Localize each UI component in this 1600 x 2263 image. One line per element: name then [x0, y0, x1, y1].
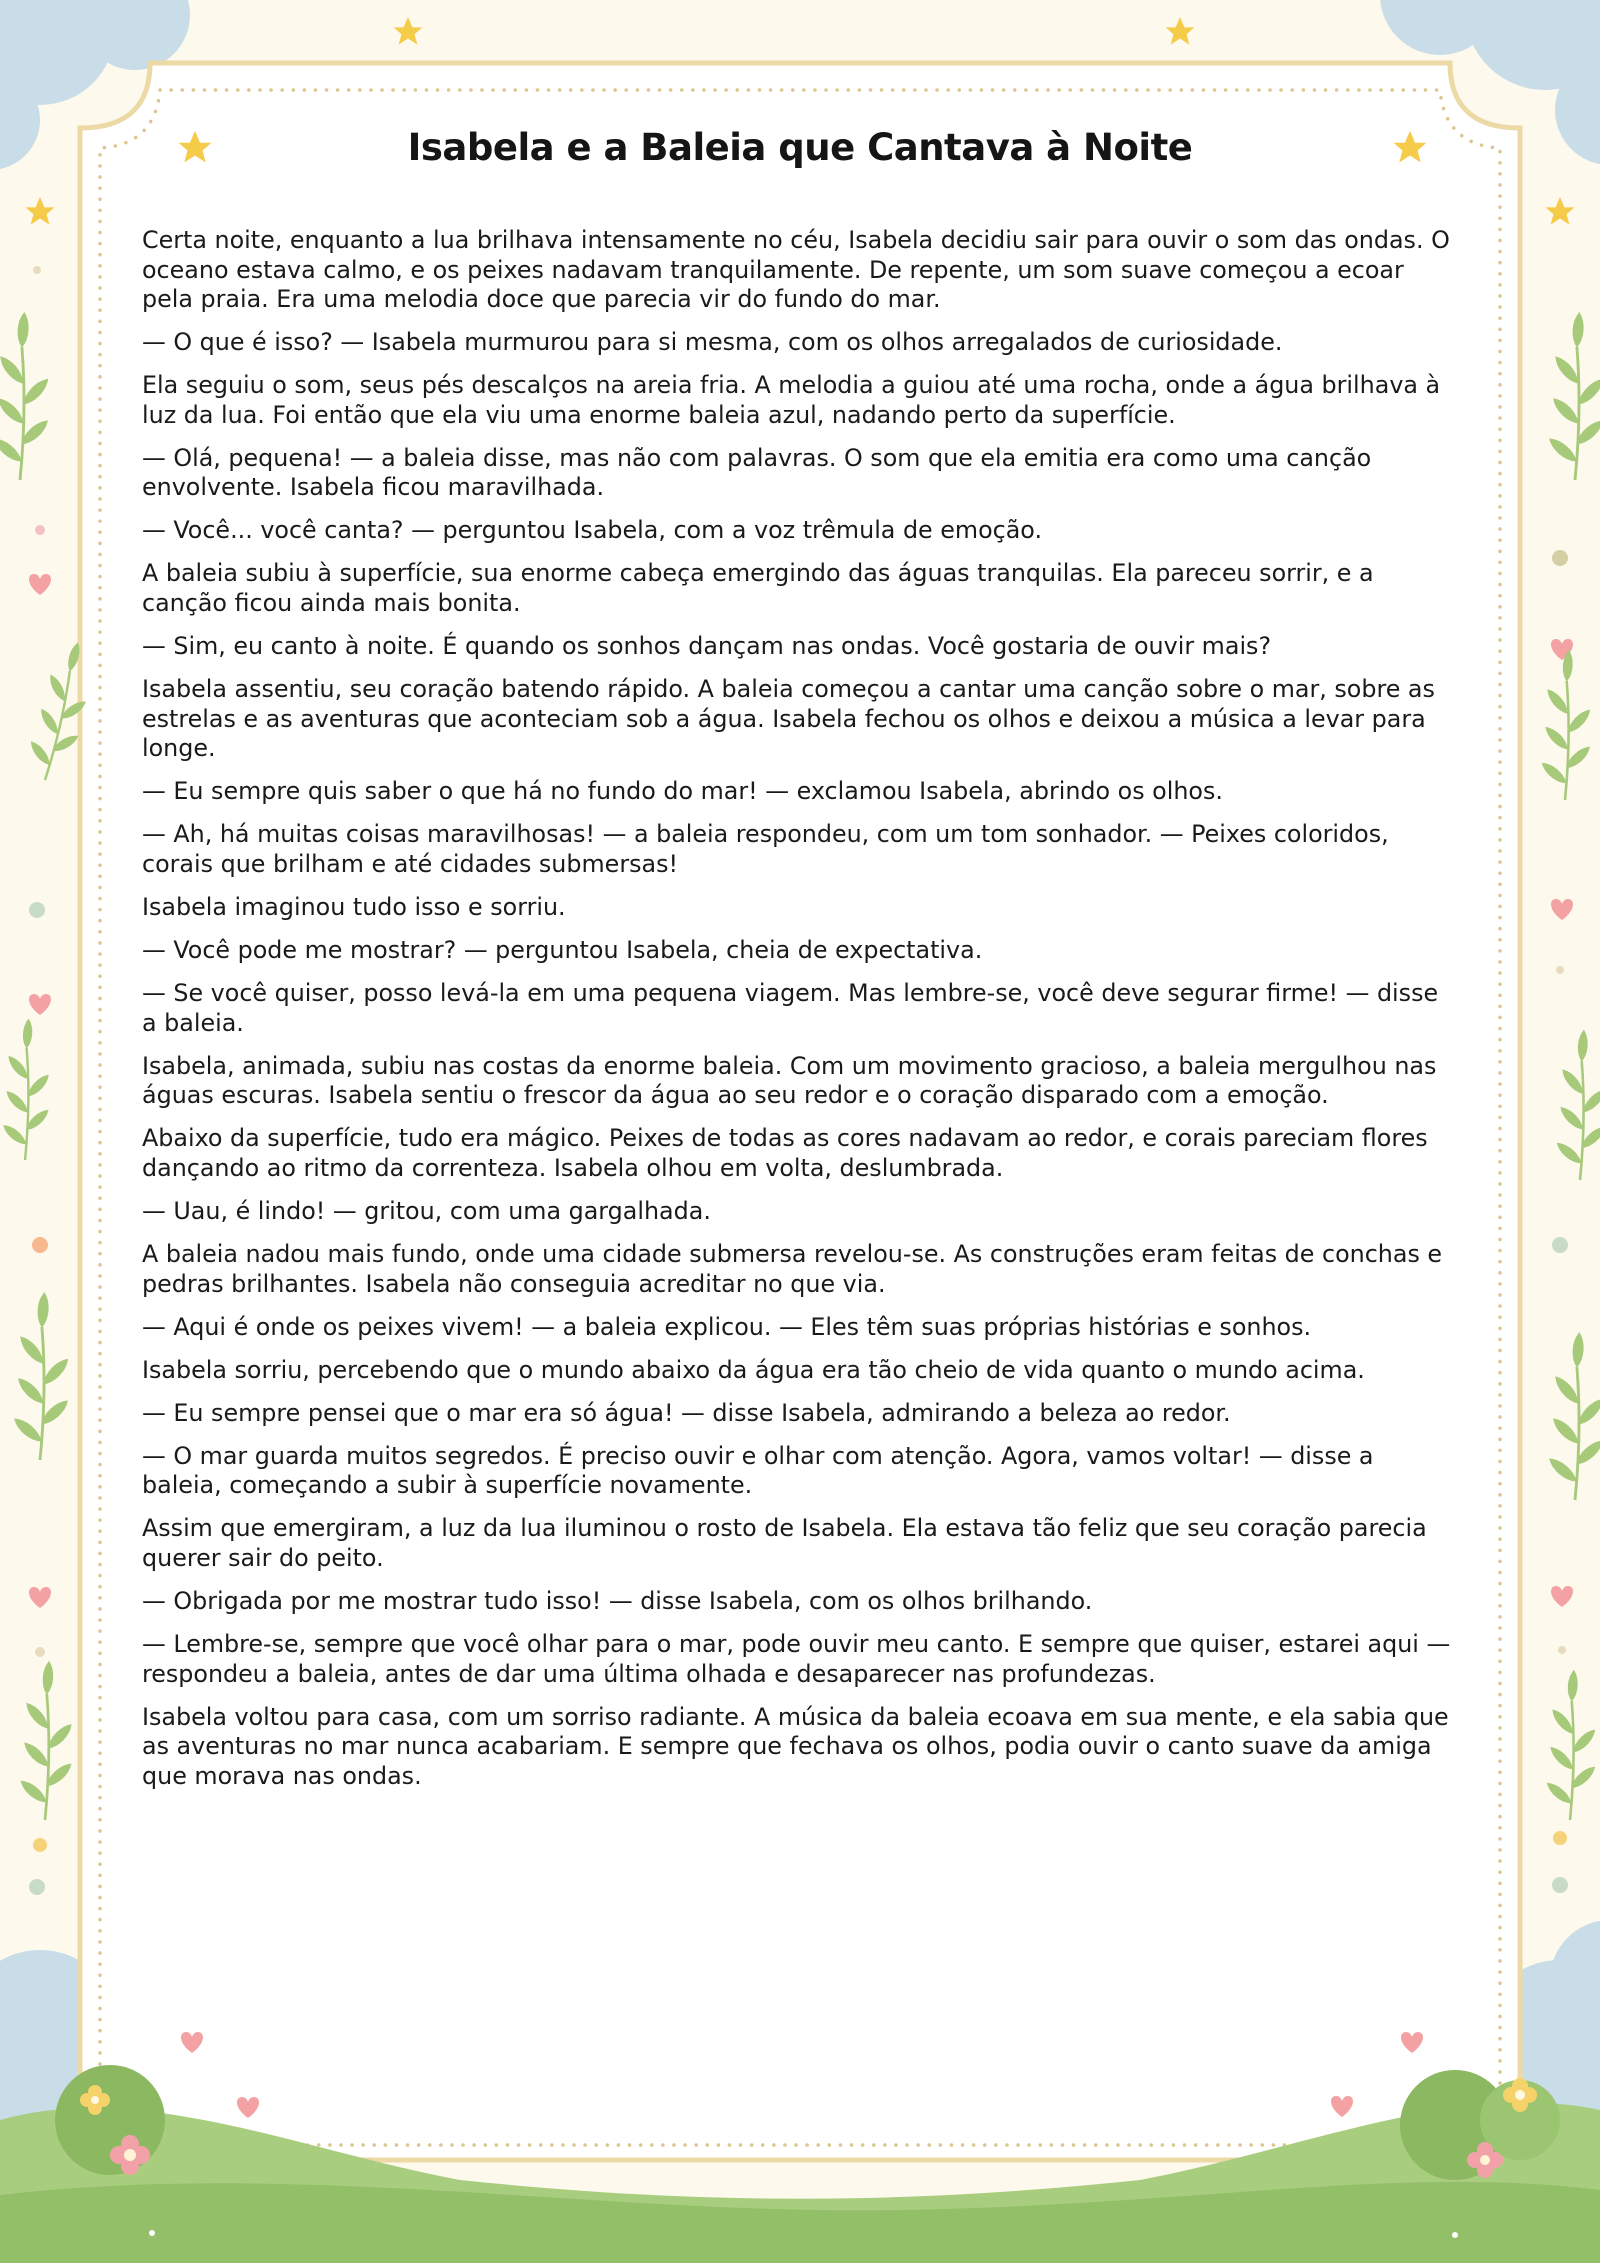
story-paragraph: Isabela voltou para casa, com um sorriso radiante. A música da baleia ecoava em sua mente, e ela sabia que as aventuras no mar nunca acabariam. E sempre que fechava os olhos, podia ouvir o canto suave da amiga que morava nas ondas. [142, 1702, 1449, 1790]
story-paragraph: Isabela assentiu, seu coração batendo rápido. A baleia começou a cantar uma canção sobre o mar, sobre as estrelas e as aventuras que aconteciam sob a água. Isabela fechou os olhos e deixou a música a levar para longe. [142, 675, 1435, 763]
story-paragraph: Ela seguiu o som, seus pés descalços na areia fria. A melodia a guiou até uma rocha, onde a água brilhava à luz da lua. Foi então que ela viu uma enorme baleia azul, nadando perto da superfície. [142, 371, 1441, 429]
story-title: Isabela e a Baleia que Cantava à Noite [407, 126, 1193, 169]
story-paragraph: — Você pode me mostrar? — perguntou Isabela, cheia de expectativa. [142, 936, 983, 965]
story-paragraph: — Eu sempre quis saber o que há no fundo do mar! — exclamou Isabela, abrindo os olhos. [142, 777, 1223, 806]
story-body [142, 226, 1452, 1805]
story-paragraph: — O mar guarda muitos segredos. É preciso ouvir e olhar com atenção. Agora, vamos voltar! — disse a baleia, começando a subir à superfície novamente. [142, 1441, 1374, 1500]
story-paragraph: — O que é isso? — Isabela murmurou para si mesma, com os olhos arregalados de curiosidade. [142, 328, 1283, 357]
story-paragraph: — Sim, eu canto à noite. É quando os sonhos dançam nas ondas. Você gostaria de ouvir mais? [142, 632, 1272, 661]
story-paragraph: Abaixo da superfície, tudo era mágico. Peixes de todas as cores nadavam ao redor, e corais pareciam flores dançando ao ritmo da correnteza. Isabela olhou em volta, deslumbrada. [142, 1124, 1428, 1182]
story-paragraph: — Você... você canta? — perguntou Isabela, com a voz trêmula de emoção. [142, 516, 1043, 545]
story-paragraph: Isabela sorriu, percebendo que o mundo abaixo da água era tão cheio de vida quanto o mundo acima. [142, 1355, 1365, 1384]
story-paragraph: Assim que emergiram, a luz da lua iluminou o rosto de Isabela. Ela estava tão feliz que seu coração parecia querer sair do peito. [142, 1514, 1427, 1572]
story-paragraph: — Olá, pequena! — a baleia disse, mas não com palavras. O som que ela emitia era como uma canção envolvente. Isabela ficou maravilhada. [142, 443, 1372, 502]
story-paragraph: — Aqui é onde os peixes vivem! — a baleia explicou. — Eles têm suas próprias histórias e sonhos. [142, 1312, 1312, 1341]
story-paragraph: Certa noite, enquanto a lua brilhava intensamente no céu, Isabela decidiu sair para ouvir o som das ondas. O oceano estava calmo, e os peixes nadavam tranquilamente. De repente, um som suave começou a ecoar pela praia. Era uma melodia doce que parecia vir do fundo do mar. [142, 226, 1450, 313]
story-paragraph: — Se você quiser, posso levá-la em uma pequena viagem. Mas lembre-se, você deve segurar firme! — disse a baleia. [142, 979, 1439, 1037]
story-paragraph: A baleia nadou mais fundo, onde uma cidade submersa revelou-se. As construções eram feitas de conchas e pedras brilhantes. Isabela não conseguia acreditar no que via. [142, 1240, 1443, 1298]
story-paragraph: Isabela imaginou tudo isso e sorriu. [142, 892, 566, 921]
story-paragraph: — Obrigada por me mostrar tudo isso! — disse Isabela, com os olhos brilhando. [142, 1587, 1093, 1616]
story-paragraph: — Uau, é lindo! — gritou, com uma gargalhada. [142, 1196, 711, 1225]
story-paragraph: A baleia subiu à superfície, sua enorme cabeça emergindo das águas tranquilas. Ela pareceu sorrir, e a canção ficou ainda mais bonita. [142, 559, 1374, 617]
story-paragraph: — Lembre-se, sempre que você olhar para o mar, pode ouvir meu canto. E sempre que quiser, estarei aqui — respondeu a baleia, antes de dar uma última olhada e desaparecer nas profundezas. [142, 1630, 1451, 1688]
story-paragraph: Isabela, animada, subiu nas costas da enorme baleia. Com um movimento gracioso, a baleia mergulhou nas águas escuras. Isabela sentiu o frescor da água ao seu redor e o coração disparado com a emoção. [142, 1051, 1437, 1110]
story-paragraph: — Ah, há muitas coisas maravilhosas! — a baleia respondeu, com um tom sonhador. — Peixes coloridos, corais que brilham e até cidades submersas! [142, 820, 1389, 878]
story-paragraph: — Eu sempre pensei que o mar era só água! — disse Isabela, admirando a beleza ao redor. [142, 1398, 1231, 1427]
